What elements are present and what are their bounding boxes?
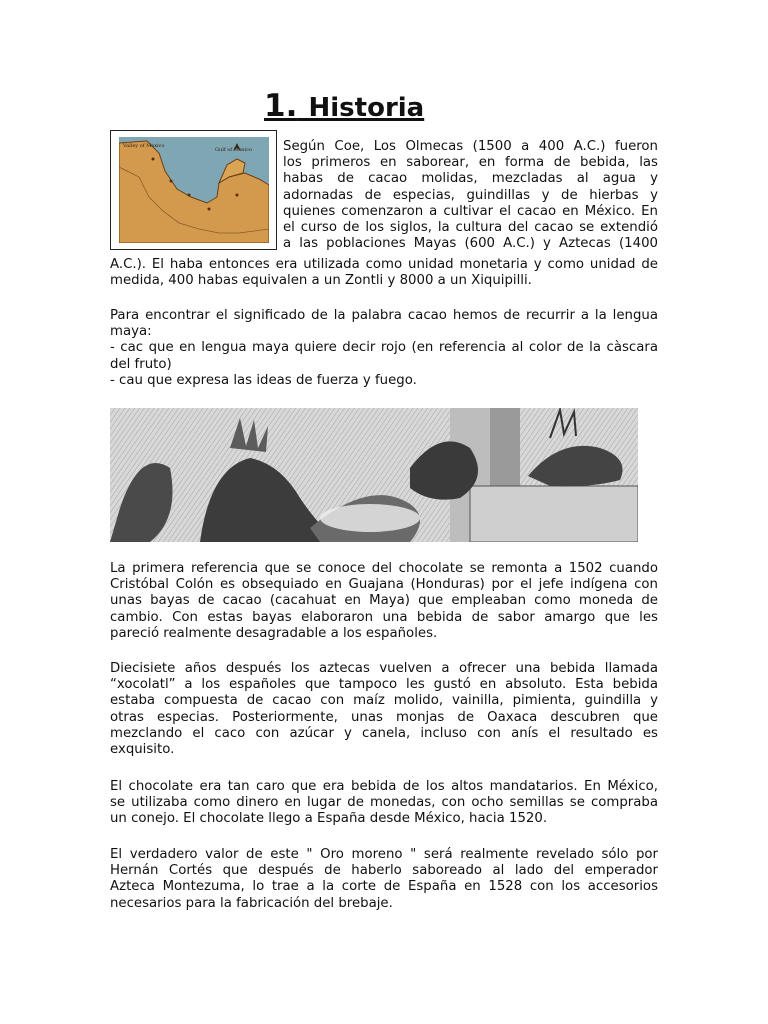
text-line: necesarios para la fabricación del brebaje. xyxy=(110,895,393,911)
text-line: El verdadero valor de este " Oro moreno " será realmente revelado sólo por xyxy=(110,847,658,862)
text-line: La primera referencia que se conoce del chocolate se remonta a 1502 cuando xyxy=(110,561,658,576)
text-line: Azteca Montezuma, lo trae a la corte de España en 1528 con los accesorios xyxy=(110,879,658,895)
text-line: unas bayas de cacao (cacahuat en Maya) que empleaban como moneda de xyxy=(110,593,658,609)
text-line: medida, 400 habas equivalen a un Zontli y 8000 a un Xiquipilli. xyxy=(110,273,532,289)
intro-line: habas de cacao molidas, mezcladas al agua y xyxy=(283,171,658,187)
engraving-graphic xyxy=(110,408,638,542)
intro-line: Según Coe, Los Olmecas (1500 a 400 A.C.) fueron xyxy=(283,139,658,154)
text-line: otras especias. Posteriormente, unas monjas de Oaxaca descubren que xyxy=(110,709,658,725)
paragraph-caro xyxy=(110,779,658,828)
text-line: estaba compuesta de cacao con maíz molido, vainilla, pimienta, guindilla y xyxy=(110,693,658,709)
text-line: Cristóbal Colón es obsequiado en Guajana (Honduras) por el jefe indígena con xyxy=(110,577,658,593)
intro-line: adornadas de especias, guindillas y de hierbas y xyxy=(283,187,658,203)
text-line: - cac que en lengua maya quiere decir rojo (en referencia al color de la càscara xyxy=(110,340,658,356)
text-line: “xocolatl” a los españoles que tampoco les gustó en absoluto. Esta bebida xyxy=(110,677,658,693)
text-line: cambio. Con estas bayas elaboraron una bebida de sabor amargo que les xyxy=(110,609,658,625)
text-line: del fruto) xyxy=(110,356,172,372)
map-of-mesoamerica-image xyxy=(110,130,277,250)
heading-number: 1. xyxy=(264,88,298,124)
text-line: pareció realmente desagradable a los españoles. xyxy=(110,625,438,641)
text-line: A.C.). El haba entonces era utilizada como unidad monetaria y como unidad de xyxy=(110,257,658,272)
paragraph-cortes xyxy=(110,847,658,912)
paragraph-xocolatl xyxy=(110,661,658,758)
text-line: El chocolate era tan caro que era bebida de los altos mandatarios. En México, xyxy=(110,779,658,794)
intro-line: los primeros en saborear, en forma de bebida, las xyxy=(283,155,658,171)
text-line: exquisito. xyxy=(110,742,175,758)
aztec-chocolate-preparation-engraving xyxy=(110,408,638,542)
intro-line: el curso de los siglos, la cultura del cacao se extendió xyxy=(283,220,658,236)
map-label-valley: Valley of Mexico xyxy=(123,143,165,149)
intro-line: quienes comenzaron a cultivar el cacao en México. En xyxy=(283,203,658,219)
text-line: Diecisiete años después los aztecas vuelven a ofrecer una bebida llamada xyxy=(110,661,658,676)
paragraph-colon xyxy=(110,561,658,642)
map-graphic xyxy=(119,137,269,243)
paragraph-maya xyxy=(110,308,658,389)
intro-text-beside-map xyxy=(283,139,658,252)
text-line: un conejo. El chocolate llego a España desde México, hacia 1520. xyxy=(110,811,548,827)
intro-line: a las poblaciones Mayas (600 A.C.) y Aztecas (1400 xyxy=(283,236,658,252)
map-label-gulf: Gulf of Mexico xyxy=(215,147,253,153)
text-line: maya: xyxy=(110,324,152,340)
heading-title: Historia xyxy=(308,93,425,123)
text-line: Hernán Cortés que después de haberlo saboreado al lado del emperador xyxy=(110,863,658,879)
text-line: - cau que expresa las ideas de fuerza y fuego. xyxy=(110,372,417,388)
intro-continuation xyxy=(110,257,658,289)
page-heading xyxy=(264,86,424,124)
text-line: Para encontrar el significado de la palabra cacao hemos de recurrir a la lengua xyxy=(110,308,658,323)
text-line: mezclando el caco con azúcar y canela, incluso con anís el resultado es xyxy=(110,725,658,741)
text-line: se utilizaba como dinero en lugar de monedas, con ocho semillas se compraba xyxy=(110,795,658,811)
